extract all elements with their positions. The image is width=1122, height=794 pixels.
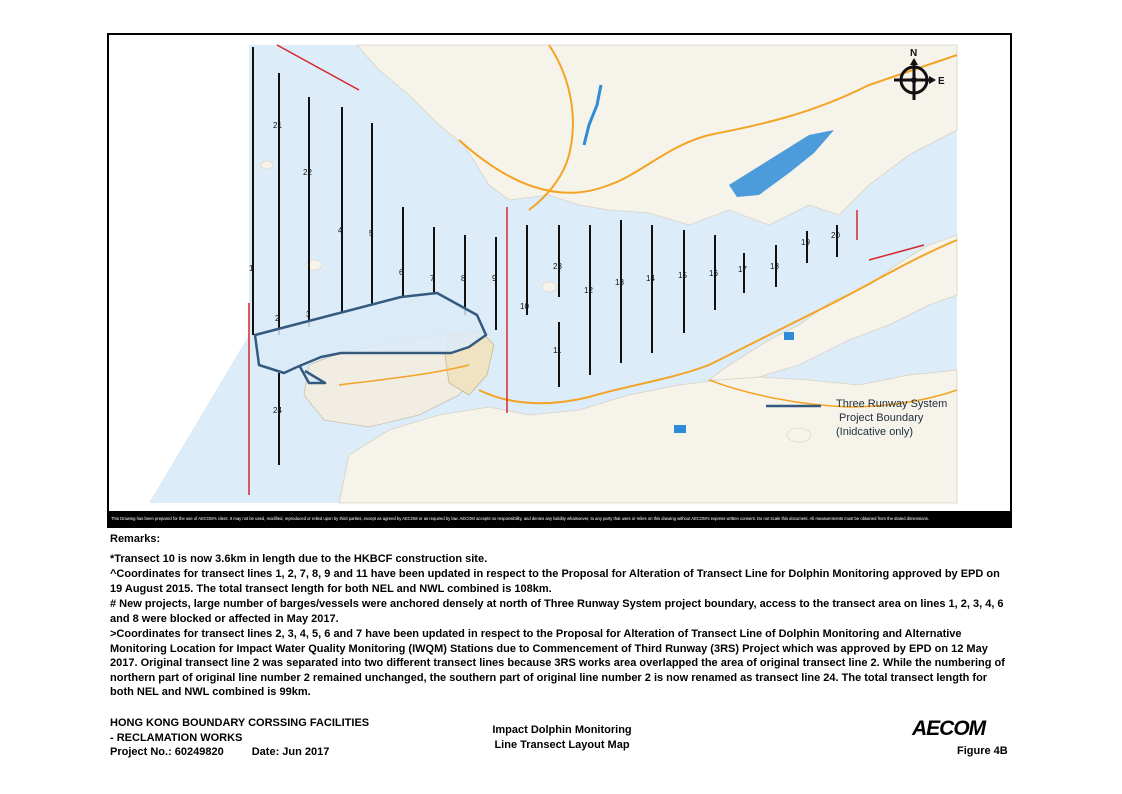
- remarks-title: Remarks:: [110, 533, 161, 545]
- pond-2: [674, 425, 686, 433]
- project-name-line-1: HONG KONG BOUNDARY CORSSING FACILITIES: [110, 717, 370, 729]
- transect-map: [109, 35, 1012, 515]
- figure-number: Figure 4B: [957, 745, 1008, 757]
- project-name-line-2: - RECLAMATION WORKS: [110, 731, 243, 744]
- transect-label-19: 19: [801, 238, 810, 247]
- transect-label-7: 7: [430, 274, 435, 283]
- drawing-title-line-2: Line Transect Layout Map: [494, 739, 630, 751]
- legend-line-2: Project Boundary: [839, 412, 924, 424]
- island-small-3: [542, 282, 556, 292]
- project-info: [110, 716, 369, 760]
- project-date: Date: Jun 2017: [251, 746, 330, 758]
- remarks-section: [110, 532, 1010, 701]
- transect-label-20: 20: [831, 231, 840, 240]
- drawing-title: [478, 723, 646, 753]
- aecom-logo: AECOM: [912, 717, 986, 740]
- map-frame: [107, 33, 1012, 528]
- transect-label-24: 24: [273, 406, 282, 415]
- project-number: Project No.: 60249820: [110, 746, 224, 758]
- transect-label-14: 14: [646, 274, 655, 283]
- transect-label-11: 11: [553, 346, 562, 355]
- drawing-title-line-1: Impact Dolphin Monitoring: [492, 724, 632, 736]
- transect-label-6: 6: [399, 268, 404, 277]
- transect-label-13: 13: [615, 278, 624, 287]
- island-small-4: [787, 428, 811, 442]
- transect-label-12: 12: [584, 286, 593, 295]
- transect-label-22: 22: [303, 168, 312, 177]
- transect-label-21: 21: [273, 121, 282, 130]
- legend-line-1: Three Runway System: [836, 398, 948, 410]
- pond-1: [784, 332, 794, 340]
- transect-label-23: 23: [553, 262, 562, 271]
- transect-label-4: 4: [338, 226, 343, 235]
- legend-line-3: (Inidcative only): [836, 426, 914, 438]
- remark-4: >Coordinates for transect lines 2, 3, 4, 5, 6 and 7 have been updated in respect to the Proposal for Alteration of Transect Line of Dolphin Monitoring and Alternative Monitoring Location for Impact Water Quality Monitoring (IWQM) Stations due to Commencement of Third Runway (3RS) Project which was approved by EPD on 12 May 2017. Original transect line 2 was separated into two different transect lines because 3RS works area overlapped the area of original transect line 2. While the numbering of northern part of original line number 2 remained unchanged, the southern part of original line number 2 is now renamed as transect line 24. The total transect length for both NEL and NWL combined is 99km.: [110, 628, 1005, 698]
- transect-label-1: 1: [249, 264, 254, 273]
- compass-north-label: N: [910, 48, 918, 59]
- transect-label-18: 18: [770, 262, 779, 271]
- remark-3: # New projects, large number of barges/vessels were anchored densely at north of Three Runway System project boundary, access to the transect area on lines 1, 2, 3, 4, 6 and 8 were blocked or affected in May 2017.: [110, 598, 1004, 625]
- project-number-row: [110, 745, 369, 760]
- transect-label-17: 17: [738, 265, 747, 274]
- transect-label-16: 16: [709, 269, 718, 278]
- transect-label-9: 9: [492, 274, 497, 283]
- island-small-2: [261, 161, 273, 169]
- transect-label-10: 10: [520, 302, 529, 311]
- remark-2: ^Coordinates for transect lines 1, 2, 7, 8, 9 and 11 have been updated in respect to the Proposal for Alteration of Transect Line for Dolphin Monitoring approved by EPD on 19 August 2015. The total transect length for both NEL and NWL combined is 108km.: [110, 568, 1000, 595]
- transect-label-5: 5: [369, 229, 374, 238]
- compass-east-label: E: [938, 76, 945, 87]
- remark-1: *Transect 10 is now 3.6km in length due to the HKBCF construction site.: [110, 552, 488, 565]
- transect-label-2: 2: [275, 314, 280, 323]
- map-disclaimer: This Drawing has been prepared for the use of AECOM's client. It may not be used, modified, reproduced or relied upon by third parties, except as agreed by AECOM or as required by law. AECOM accepts no responsibility, and denies any liability whatsoever, to any party that uses or relies on this drawing without AECOM's express written consent. Do not scale this document. All measurements must be obtained from the stated dimensions.: [109, 511, 1012, 526]
- transect-label-8: 8: [461, 274, 466, 283]
- transect-label-3: 3: [306, 310, 311, 319]
- transect-label-15: 15: [678, 271, 687, 280]
